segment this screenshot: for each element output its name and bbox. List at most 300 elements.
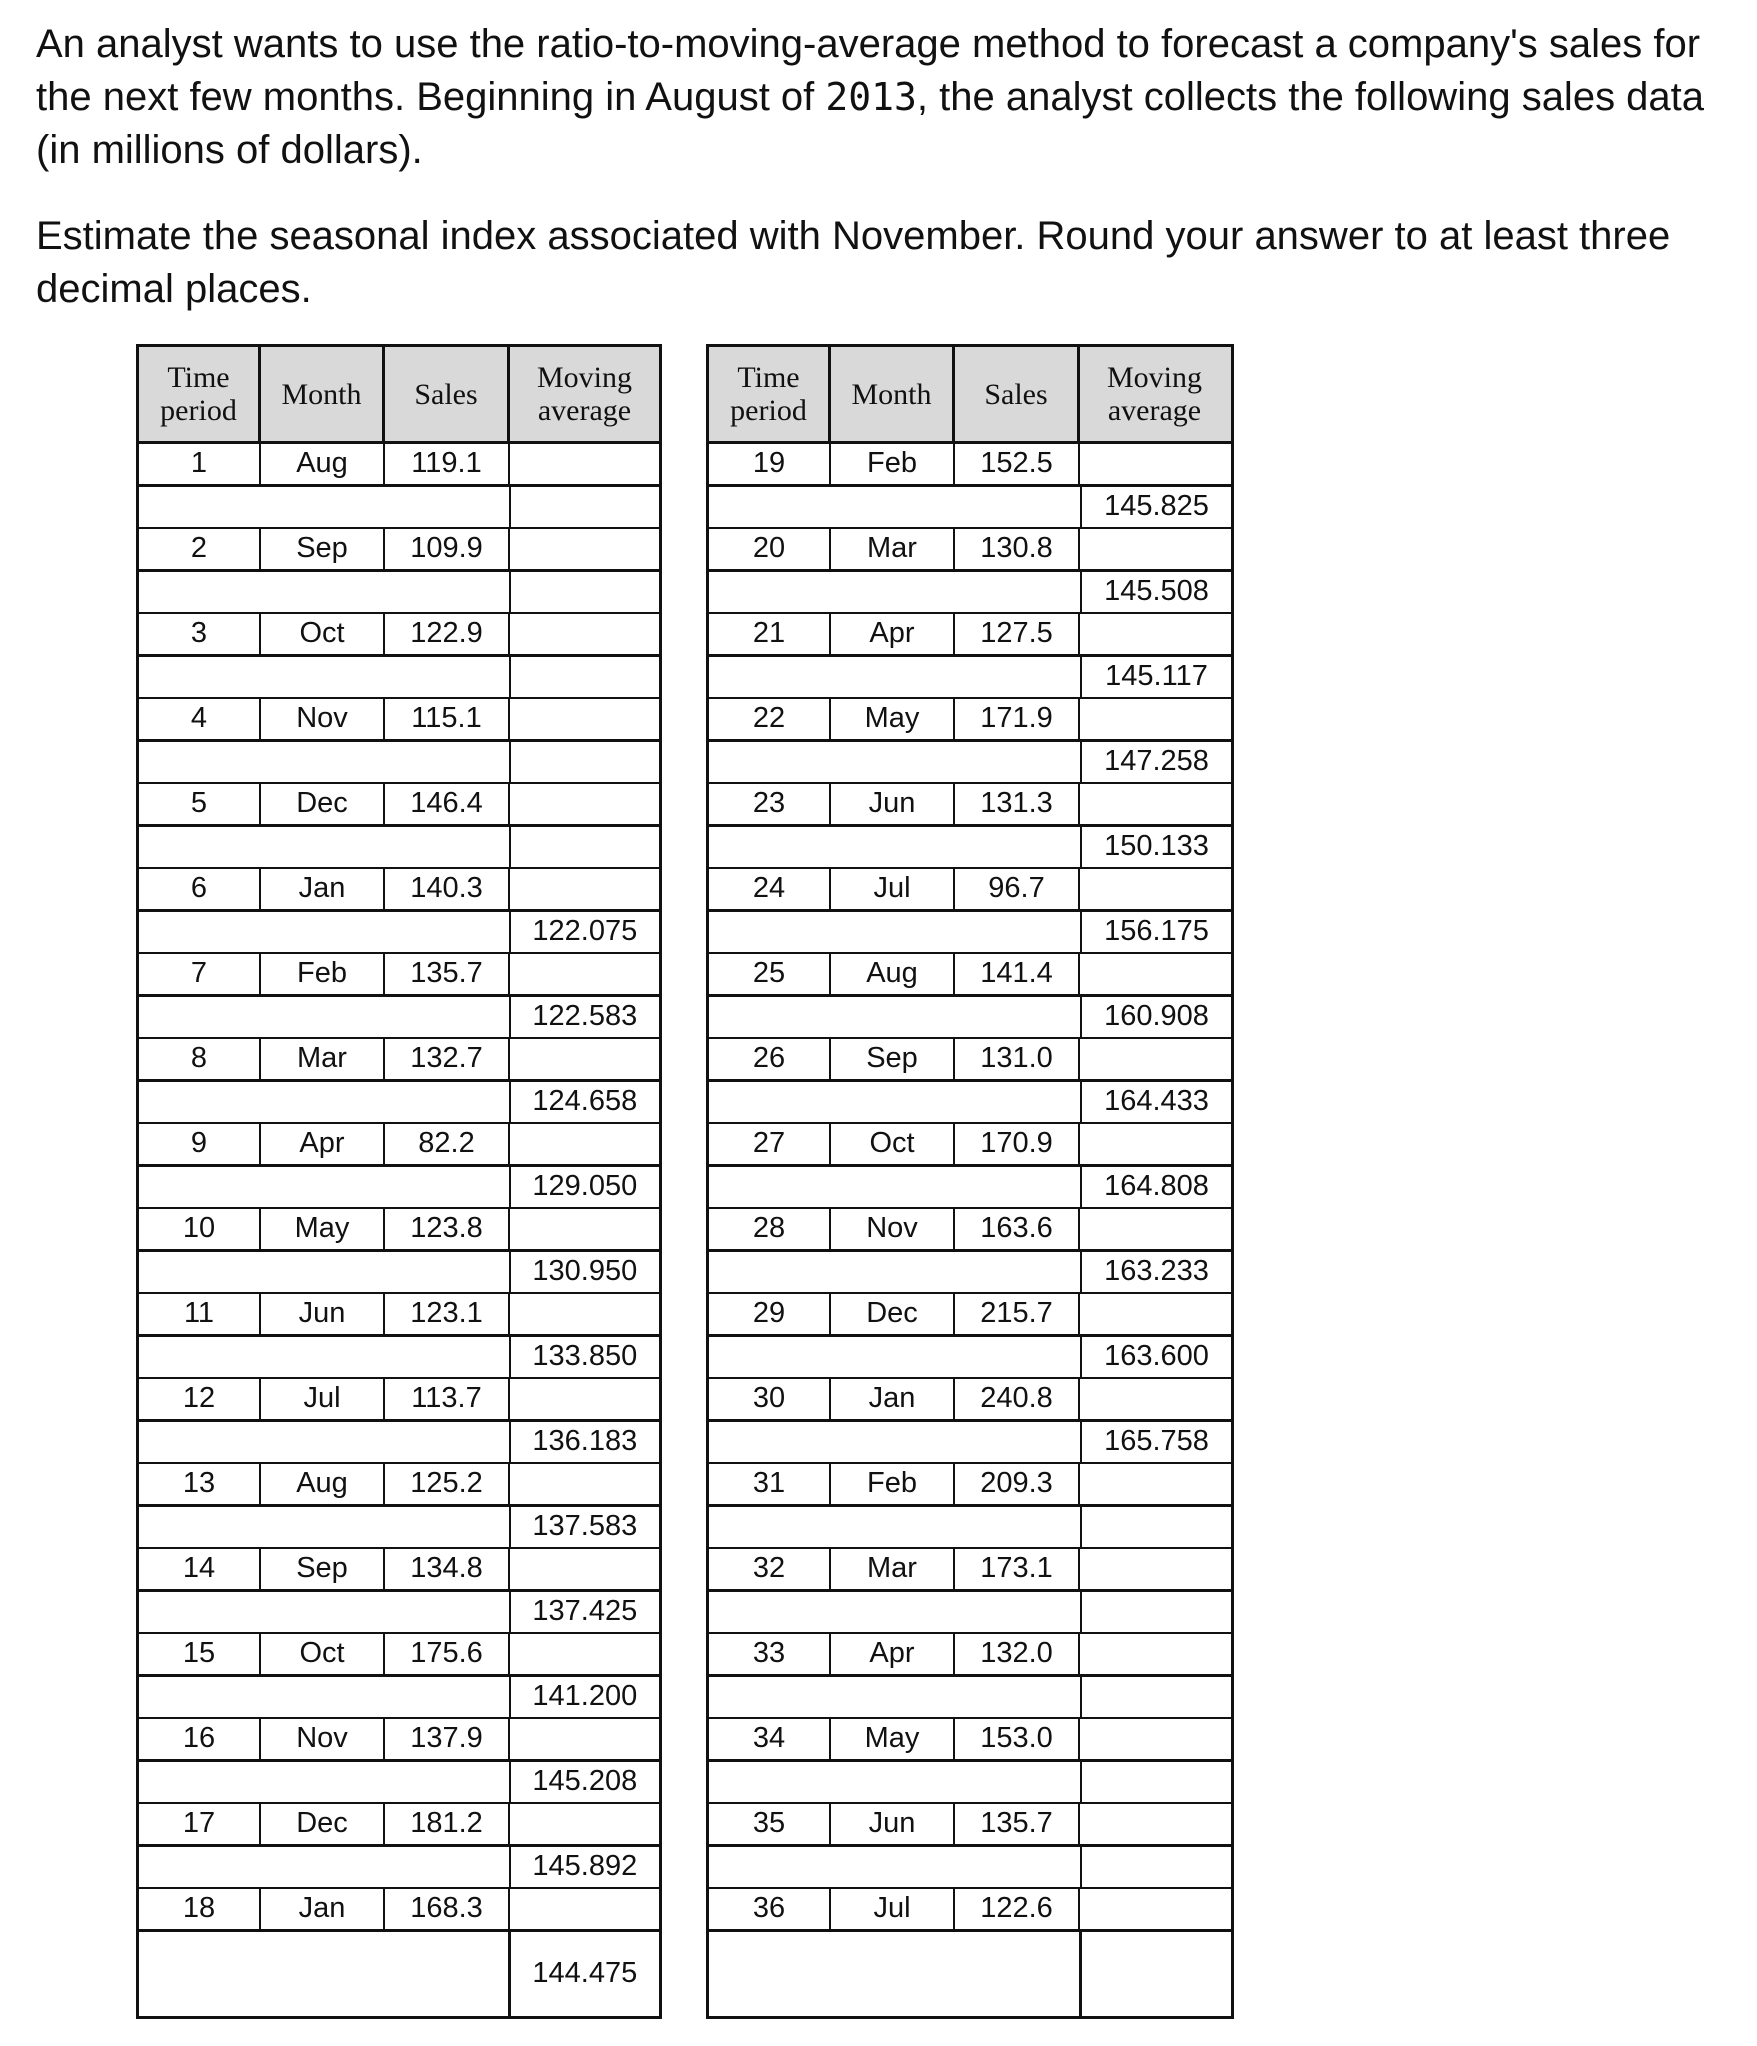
sales-cell: 96.7: [955, 869, 1080, 909]
time-period-cell: 34: [709, 1719, 831, 1759]
moving-average-row: [139, 487, 659, 530]
sales-cell: 152.5: [955, 444, 1080, 484]
time-period-cell: 6: [139, 869, 261, 909]
table-row: [139, 1634, 659, 1677]
moving-average-cell: [1082, 1847, 1231, 1888]
month-cell: Apr: [261, 1124, 385, 1164]
moving-average-row: [709, 1082, 1231, 1125]
moving-average-empty-cell: [510, 1209, 659, 1249]
moving-average-empty-cell: [510, 1464, 659, 1504]
month-cell: Jun: [831, 784, 955, 824]
sales-cell: 131.3: [955, 784, 1080, 824]
blank-merged-cell: [139, 827, 511, 868]
blank-merged-cell: [139, 1762, 511, 1803]
moving-average-cell: 160.908: [1104, 1000, 1209, 1033]
sales-cell: 127.5: [955, 614, 1080, 654]
month-cell: Oct: [261, 1634, 385, 1674]
sales-cell: 109.9: [385, 529, 510, 569]
blank-merged-cell: [709, 657, 1082, 698]
blank-merged-cell: [139, 1082, 511, 1123]
month-cell: Oct: [261, 614, 385, 654]
moving-average-cell: [511, 742, 659, 783]
sales-table-left: [136, 344, 662, 2019]
blank-merged-cell: [139, 1422, 511, 1463]
sales-cell: 132.0: [955, 1634, 1080, 1674]
moving-average-cell: 163.600: [1104, 1340, 1209, 1373]
month-cell: Sep: [831, 1039, 955, 1079]
sales-cell: 171.9: [955, 699, 1080, 739]
blank-merged-cell: [709, 487, 1082, 528]
moving-average-row: [709, 1847, 1231, 1890]
time-period-cell: 13: [139, 1464, 261, 1504]
moving-average-cell: 130.950: [532, 1255, 638, 1288]
moving-average-row: [709, 1167, 1231, 1210]
moving-average-empty-cell: [510, 784, 659, 824]
month-cell: Nov: [261, 1719, 385, 1759]
sales-cell: 115.1: [385, 699, 510, 739]
sales-cell: 163.6: [955, 1209, 1080, 1249]
month-cell: May: [831, 699, 955, 739]
blank-merged-cell: [709, 997, 1082, 1038]
time-period-cell: 32: [709, 1549, 831, 1589]
moving-average-cell: [1082, 1762, 1231, 1803]
moving-average-empty-cell: [1080, 444, 1229, 484]
table-row: [139, 869, 659, 912]
moving-average-cell: 163.233: [1104, 1255, 1209, 1288]
moving-average-empty-cell: [1080, 1209, 1229, 1249]
moving-average-empty-cell: [1080, 954, 1229, 994]
moving-average-empty-cell: [510, 699, 659, 739]
table-row: [139, 1379, 659, 1422]
moving-average-cell: 136.183: [532, 1425, 638, 1458]
sales-cell: 175.6: [385, 1634, 510, 1674]
blank-merged-cell: [139, 1337, 511, 1378]
table-row: [139, 1549, 659, 1592]
question-text: [36, 18, 1726, 349]
blank-merged-cell: [139, 912, 511, 953]
sales-cell: 82.2: [385, 1124, 510, 1164]
sales-cell: 181.2: [385, 1804, 510, 1844]
table-row: [709, 1124, 1231, 1167]
time-period-cell: 27: [709, 1124, 831, 1164]
moving-average-row: [709, 657, 1231, 700]
sales-cell: 137.9: [385, 1719, 510, 1759]
blank-merged-cell: [709, 1167, 1082, 1208]
table-row: [139, 1124, 659, 1167]
blank-merged-cell: [709, 1762, 1082, 1803]
table-row: [709, 784, 1231, 827]
header-month: Month: [831, 347, 955, 441]
moving-average-empty-cell: [1080, 699, 1229, 739]
sales-cell: 141.4: [955, 954, 1080, 994]
moving-average-row: [139, 742, 659, 785]
sales-cell: 122.9: [385, 614, 510, 654]
blank-merged-cell: [139, 657, 511, 698]
month-cell: Aug: [261, 1464, 385, 1504]
moving-average-row: [139, 1252, 659, 1295]
table-row: [709, 1634, 1231, 1677]
moving-average-empty-cell: [1080, 869, 1229, 909]
table-footer-row: [139, 1932, 659, 2016]
moving-average-cell: 165.758: [1104, 1425, 1209, 1458]
time-period-cell: 30: [709, 1379, 831, 1419]
moving-average-row: [709, 742, 1231, 785]
month-cell: Mar: [831, 1549, 955, 1589]
table-footer-row: [709, 1932, 1231, 2016]
table-row: [709, 1719, 1231, 1762]
moving-average-empty-cell: [510, 1549, 659, 1589]
table-row: [709, 1209, 1231, 1252]
month-cell: Jul: [261, 1379, 385, 1419]
month-cell: Jul: [831, 869, 955, 909]
blank-merged-cell: [139, 572, 511, 613]
moving-average-empty-cell: [1080, 1549, 1229, 1589]
moving-average-row: [139, 657, 659, 700]
moving-average-row: [709, 997, 1231, 1040]
sales-cell: 140.3: [385, 869, 510, 909]
sales-cell: 125.2: [385, 1464, 510, 1504]
moving-average-empty-cell: [1080, 784, 1229, 824]
blank-merged-cell: [709, 1252, 1082, 1293]
header-time-period: Time period: [709, 347, 831, 441]
sales-cell: 170.9: [955, 1124, 1080, 1164]
moving-average-row: [709, 572, 1231, 615]
moving-average-cell: [1082, 1677, 1231, 1718]
header-month: Month: [261, 347, 385, 441]
blank-merged-cell: [709, 742, 1082, 783]
month-cell: Oct: [831, 1124, 955, 1164]
month-cell: Jun: [261, 1294, 385, 1334]
question-prompt: Estimate the seasonal index associated with November. Round your answer to at least three decimal places.: [36, 214, 1671, 311]
table-row: [139, 699, 659, 742]
moving-average-empty-cell: [1080, 1294, 1229, 1334]
moving-average-empty-cell: [510, 1634, 659, 1674]
header-time-period: Time period: [139, 347, 261, 441]
moving-average-row: [709, 1677, 1231, 1720]
time-period-cell: 24: [709, 869, 831, 909]
moving-average-empty-cell: [1080, 1124, 1229, 1164]
table-row: [139, 1464, 659, 1507]
moving-average-empty-cell: [510, 1804, 659, 1844]
sales-table-right: [706, 344, 1234, 2019]
time-period-cell: 29: [709, 1294, 831, 1334]
time-period-cell: 23: [709, 784, 831, 824]
sales-cell: 123.8: [385, 1209, 510, 1249]
month-cell: Dec: [261, 784, 385, 824]
header-moving-average: Moving average: [1106, 361, 1202, 427]
moving-average-cell: [511, 657, 659, 698]
moving-average-cell: 145.208: [532, 1765, 638, 1798]
blank-merged-cell: [139, 1932, 511, 2016]
moving-average-cell: 164.433: [1104, 1085, 1209, 1118]
start-year: 2013: [825, 75, 917, 119]
moving-average-cell: 141.200: [532, 1680, 638, 1713]
header-moving-average: Moving average: [536, 361, 632, 427]
month-cell: Aug: [261, 444, 385, 484]
table-row: [709, 1549, 1231, 1592]
table-row: [709, 614, 1231, 657]
month-cell: Dec: [831, 1294, 955, 1334]
blank-merged-cell: [709, 1592, 1082, 1633]
table-row: [139, 1209, 659, 1252]
time-period-cell: 20: [709, 529, 831, 569]
sales-cell: 123.1: [385, 1294, 510, 1334]
month-cell: Apr: [831, 614, 955, 654]
month-cell: Jun: [831, 1804, 955, 1844]
moving-average-row: [709, 827, 1231, 870]
header-sales: Sales: [385, 347, 510, 441]
moving-average-empty-cell: [1080, 1379, 1229, 1419]
time-period-cell: 33: [709, 1634, 831, 1674]
moving-average-cell: [511, 487, 659, 528]
blank-merged-cell: [139, 1847, 511, 1888]
time-period-cell: 1: [139, 444, 261, 484]
month-cell: Jul: [831, 1889, 955, 1929]
moving-average-empty-cell: [1080, 529, 1229, 569]
moving-average-empty-cell: [510, 444, 659, 484]
moving-average-cell: [511, 827, 659, 868]
moving-average-row: [139, 1422, 659, 1465]
moving-average-row: [709, 1762, 1231, 1805]
moving-average-row: [709, 1507, 1231, 1550]
moving-average-empty-cell: [1080, 1804, 1229, 1844]
blank-merged-cell: [139, 1167, 511, 1208]
moving-average-row: [709, 1337, 1231, 1380]
moving-average-row: [139, 1762, 659, 1805]
month-cell: Feb: [831, 1464, 955, 1504]
month-cell: Dec: [261, 1804, 385, 1844]
month-cell: Sep: [261, 1549, 385, 1589]
time-period-cell: 18: [139, 1889, 261, 1929]
table-row: [709, 1464, 1231, 1507]
table-row: [139, 1039, 659, 1082]
table-row: [709, 1379, 1231, 1422]
table-row: [139, 1294, 659, 1337]
moving-average-row: [709, 487, 1231, 530]
sales-cell: 131.0: [955, 1039, 1080, 1079]
table-row: [709, 869, 1231, 912]
table-row: [709, 699, 1231, 742]
time-period-cell: 3: [139, 614, 261, 654]
time-period-cell: 2: [139, 529, 261, 569]
moving-average-empty-cell: [510, 954, 659, 994]
sales-cell: 168.3: [385, 1889, 510, 1929]
table-row: [139, 614, 659, 657]
moving-average-row: [139, 572, 659, 615]
moving-average-cell: 137.583: [532, 1510, 638, 1543]
moving-average-empty-cell: [510, 1719, 659, 1759]
month-cell: Sep: [261, 529, 385, 569]
time-period-cell: 12: [139, 1379, 261, 1419]
month-cell: Feb: [831, 444, 955, 484]
month-cell: Jan: [261, 869, 385, 909]
blank-merged-cell: [139, 1677, 511, 1718]
moving-average-empty-cell: [1080, 1889, 1229, 1929]
time-period-cell: 25: [709, 954, 831, 994]
blank-merged-cell: [709, 572, 1082, 613]
header-sales: Sales: [955, 347, 1080, 441]
sales-cell: 135.7: [385, 954, 510, 994]
time-period-cell: 16: [139, 1719, 261, 1759]
month-cell: Feb: [261, 954, 385, 994]
moving-average-cell: 150.133: [1104, 830, 1209, 863]
month-cell: Jan: [831, 1379, 955, 1419]
month-cell: May: [831, 1719, 955, 1759]
moving-average-row: [139, 1592, 659, 1635]
sales-cell: 113.7: [385, 1379, 510, 1419]
moving-average-row: [139, 1507, 659, 1550]
time-period-cell: 15: [139, 1634, 261, 1674]
moving-average-cell: 145.508: [1104, 575, 1209, 608]
time-period-cell: 7: [139, 954, 261, 994]
moving-average-empty-cell: [510, 869, 659, 909]
sales-cell: 132.7: [385, 1039, 510, 1079]
blank-merged-cell: [139, 1252, 511, 1293]
moving-average-cell: 145.117: [1105, 660, 1208, 693]
sales-cell: 173.1: [955, 1549, 1080, 1589]
time-period-cell: 14: [139, 1549, 261, 1589]
moving-average-empty-cell: [510, 614, 659, 654]
moving-average-row: [709, 1252, 1231, 1295]
table-row: [139, 954, 659, 997]
moving-average-row: [139, 1677, 659, 1720]
sales-cell: 135.7: [955, 1804, 1080, 1844]
moving-average-cell: 122.583: [532, 1000, 638, 1033]
month-cell: Nov: [831, 1209, 955, 1249]
moving-average-row: [139, 997, 659, 1040]
blank-merged-cell: [139, 1507, 511, 1548]
table-row: [709, 1039, 1231, 1082]
table-row: [709, 444, 1231, 487]
blank-merged-cell: [709, 1422, 1082, 1463]
table-header: [709, 347, 1231, 444]
table-row: [139, 1889, 659, 1932]
moving-average-empty-cell: [510, 1039, 659, 1079]
moving-average-row: [139, 1847, 659, 1890]
moving-average-cell: 137.425: [532, 1595, 638, 1628]
table-row: [139, 444, 659, 487]
moving-average-cell: 133.850: [532, 1340, 638, 1373]
table-row: [139, 784, 659, 827]
moving-average-empty-cell: [1080, 1719, 1229, 1759]
table-row: [709, 954, 1231, 997]
moving-average-empty-cell: [510, 1379, 659, 1419]
moving-average-empty-cell: [510, 1124, 659, 1164]
time-period-cell: 8: [139, 1039, 261, 1079]
sales-cell: 240.8: [955, 1379, 1080, 1419]
moving-average-cell: [1082, 1592, 1231, 1633]
time-period-cell: 31: [709, 1464, 831, 1504]
moving-average-empty-cell: [510, 1294, 659, 1334]
sales-cell: 215.7: [955, 1294, 1080, 1334]
moving-average-cell: 124.658: [532, 1085, 638, 1118]
moving-average-cell: 145.892: [532, 1850, 638, 1883]
blank-merged-cell: [709, 1932, 1082, 2016]
moving-average-empty-cell: [1080, 1634, 1229, 1674]
time-period-cell: 5: [139, 784, 261, 824]
moving-average-row: [139, 1337, 659, 1380]
blank-merged-cell: [139, 997, 511, 1038]
moving-average-cell: 144.475: [532, 1957, 638, 1989]
time-period-cell: 10: [139, 1209, 261, 1249]
sales-cell: 209.3: [955, 1464, 1080, 1504]
sales-cell: 130.8: [955, 529, 1080, 569]
question-intro: [36, 18, 1726, 177]
time-period-cell: 11: [139, 1294, 261, 1334]
time-period-cell: 28: [709, 1209, 831, 1249]
moving-average-cell: 145.825: [1104, 490, 1209, 523]
moving-average-row: [139, 912, 659, 955]
month-cell: Aug: [831, 954, 955, 994]
blank-merged-cell: [139, 742, 511, 783]
month-cell: Apr: [831, 1634, 955, 1674]
table-row: [709, 1804, 1231, 1847]
time-period-cell: 17: [139, 1804, 261, 1844]
sales-cell: 153.0: [955, 1719, 1080, 1759]
table-row: [709, 1889, 1231, 1932]
month-cell: Mar: [261, 1039, 385, 1079]
blank-merged-cell: [139, 487, 511, 528]
moving-average-row: [139, 827, 659, 870]
moving-average-cell: [1082, 1932, 1231, 2016]
blank-merged-cell: [709, 827, 1082, 868]
intro-text-end: , the analyst collects the following sales data (in millions of dollars).: [36, 75, 1705, 172]
moving-average-row: [139, 1082, 659, 1125]
moving-average-row: [709, 1422, 1231, 1465]
moving-average-empty-cell: [1080, 614, 1229, 654]
moving-average-empty-cell: [510, 529, 659, 569]
intro-text-start: An analyst wants to use the ratio-to-moving-average method to forecast a company's sales for the next few months. Beginning in August of: [36, 22, 1701, 119]
table-body: [139, 444, 659, 2016]
time-period-cell: 22: [709, 699, 831, 739]
blank-merged-cell: [709, 1847, 1082, 1888]
time-period-cell: 4: [139, 699, 261, 739]
moving-average-cell: [511, 572, 659, 613]
moving-average-cell: 164.808: [1104, 1170, 1209, 1203]
time-period-cell: 19: [709, 444, 831, 484]
moving-average-row: [709, 1592, 1231, 1635]
table-row: [139, 1804, 659, 1847]
moving-average-cell: 156.175: [1104, 915, 1209, 948]
month-cell: May: [261, 1209, 385, 1249]
moving-average-row: [139, 1167, 659, 1210]
moving-average-empty-cell: [1080, 1039, 1229, 1079]
table-header: [139, 347, 659, 444]
sales-cell: 146.4: [385, 784, 510, 824]
blank-merged-cell: [709, 1677, 1082, 1718]
time-period-cell: 21: [709, 614, 831, 654]
table-row: [709, 1294, 1231, 1337]
blank-merged-cell: [709, 1507, 1082, 1548]
moving-average-cell: [1082, 1507, 1231, 1548]
sales-cell: 119.1: [385, 444, 510, 484]
moving-average-row: [709, 912, 1231, 955]
table-row: [139, 1719, 659, 1762]
time-period-cell: 9: [139, 1124, 261, 1164]
blank-merged-cell: [709, 912, 1082, 953]
moving-average-empty-cell: [1080, 1464, 1229, 1504]
moving-average-cell: 122.075: [532, 915, 638, 948]
sales-cell: 122.6: [955, 1889, 1080, 1929]
time-period-cell: 26: [709, 1039, 831, 1079]
blank-merged-cell: [139, 1592, 511, 1633]
moving-average-cell: 147.258: [1104, 745, 1209, 778]
blank-merged-cell: [709, 1337, 1082, 1378]
blank-merged-cell: [709, 1082, 1082, 1123]
month-cell: Jan: [261, 1889, 385, 1929]
time-period-cell: 35: [709, 1804, 831, 1844]
table-row: [709, 529, 1231, 572]
